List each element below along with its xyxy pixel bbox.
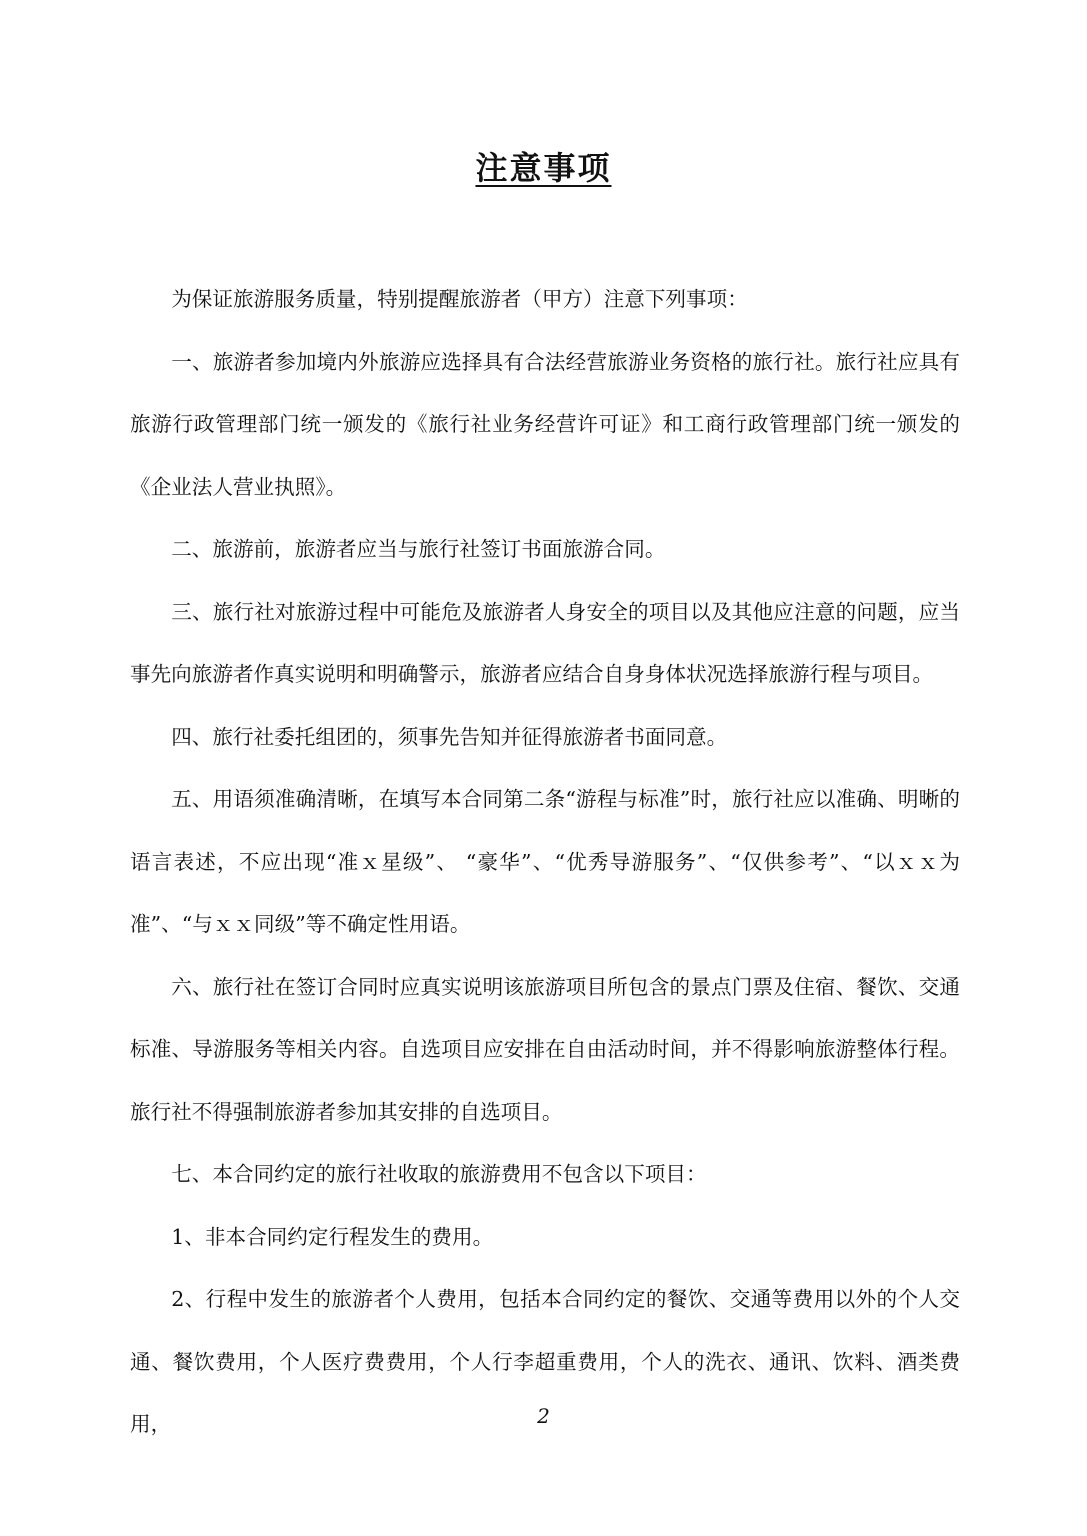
document-title [0,146,1087,190]
paragraph-item-7: 七、本合同约定的旅行社收取的旅游费用不包含以下项目： [171,1162,707,1186]
page-number: 2 [537,1404,550,1428]
paragraph-item-3: 三、旅行社对旅游过程中可能危及旅游者人身安全的项目以及其他应注意的问题，应当事先向旅游者作真实说明和明确警示，旅游者应结合自身身体状况选择旅游行程与项目。 [130,599,960,686]
paragraph-item-4: 四、旅行社委托组团的，须事先告知并征得旅游者书面同意。 [171,724,728,749]
paragraph-item-6: 六、旅行社在签订合同时应真实说明该旅游项目所包含的景点门票及住宿、餐饮、交通标准、导游服务等相关内容。自选项目应安排在自由活动时间，并不得影响旅游整体行程。旅行社不得强制旅游者参加其安排的自选项目。 [130,974,960,1124]
paragraph-item-1: 一、旅游者参加境内外旅游应选择具有合法经营旅游业务资格的旅行社。旅行社应具有旅游行政管理部门统一颁发的《旅行社业务经营许可证》和工商行政管理部门统一颁发的《企业法人营业执照》。 [130,349,960,499]
paragraph-item-5: 五、用语须准确清晰，在填写本合同第二条“游程与标准”时，旅行社应以准确、明晰的语言表述，不应出现“准ｘ星级”、 “豪华”、“优秀导游服务”、“仅供参考”、“以ｘｘ为准”、“与ｘｘ同级”等不确定性用语。 [130,787,960,936]
paragraph-subitem-2: 2、行程中发生的旅游者个人费用，包括本合同约定的餐饮、交通等费用以外的个人交通、餐饮费用，个人医疗费费用，个人行李超重费用，个人的洗衣、通讯、饮料、酒类费用， [130,1287,960,1436]
document-title-text: 注意事项 [475,149,612,187]
document-body [130,268,960,1456]
paragraph-intro: 为保证旅游服务质量，特别提醒旅游者（甲方）注意下列事项： [171,287,748,311]
paragraph-subitem-1: 1、非本合同约定行程发生的费用。 [171,1224,494,1249]
paragraph-item-2: 二、旅游前，旅游者应当与旅行社签订书面旅游合同。 [171,537,666,561]
